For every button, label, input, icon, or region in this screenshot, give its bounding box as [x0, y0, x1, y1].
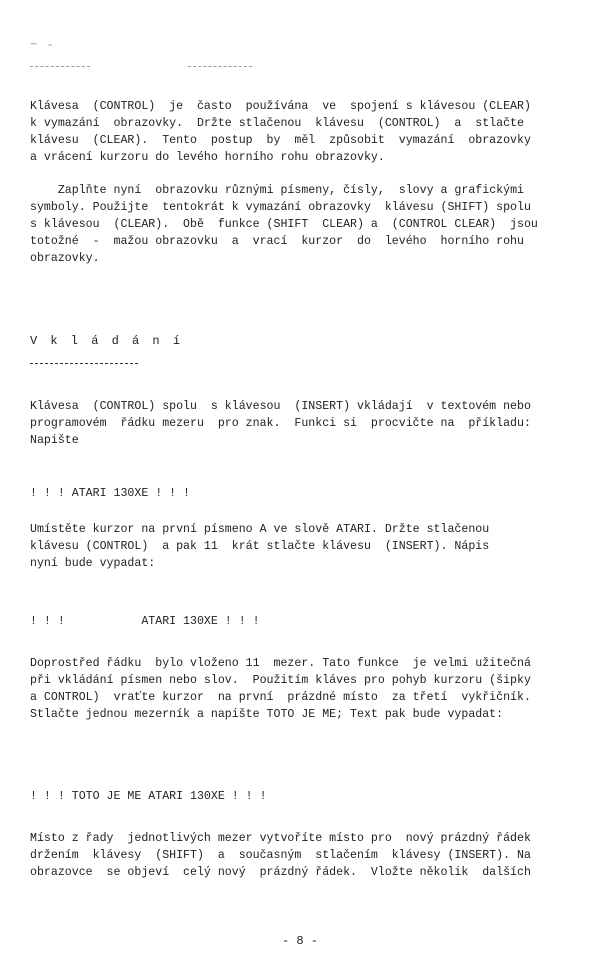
example-line-1: ! ! ! ATARI 130XE ! ! ! [30, 487, 191, 500]
example-line-2: ! ! ! ATARI 130XE ! ! ! [30, 615, 260, 628]
paragraph-shift-clear: Zaplňte nyní obrazovku různými písmeny, čísly, slovy a grafickými symboly. Použijte tentokrát k vymazání obrazovky klávesu (SHIFT) spolu s klávesou (CLEAR). Obě funkce (SHIFT CLEAR) a (CONTROL CLEAR) jsou totožné - mažou obrazovku a vrací kurzor do levého horního rohu obrazovky. [30, 184, 538, 265]
example-line-3: ! ! ! TOTO JE ME ATARI 130XE ! ! ! [30, 790, 267, 803]
heading-underline [30, 363, 138, 364]
paragraph-inserted-spaces: Doprostřed řádku bylo vloženo 11 mezer. Tato funkce je velmi užitečná při vkládání písmen nebo slov. Použitím kláves pro pohyb kurzoru (šipky a CONTROL) vraťte kurzor na první prázdné místo za třetí vykřičník. Stlačte jednou mezerník a napište TOTO JE ME; Text pak bude vypadat: [30, 657, 531, 721]
page-number: - 8 - [281, 934, 318, 948]
header-rule-right [188, 66, 252, 67]
paragraph-insert-intro: Klávesa (CONTROL) spolu s klávesou (INSERT) vkládají v textovém nebo programovém řádku mezeru pro znak. Funkci si procvičte na příkladu: Napište [30, 400, 531, 447]
section-heading: V k l á d á n í [30, 334, 184, 348]
header-rule-left [30, 66, 90, 67]
corner-mark: ~ - [30, 38, 55, 52]
paragraph-clear-screen: Klávesa (CONTROL) je často používána ve spojení s klávesou (CLEAR) k vymazání obrazovky. Držte stlačenou klávesu (CONTROL) a stlačte klávesu (CLEAR). Tento postup by měl způsobit vymazání obrazovky a vrácení kurzoru do levého horního rohu obrazovky. [30, 100, 531, 164]
paragraph-new-line: Místo z řady jednotlivých mezer vytvoříte místo pro nový prázdný řádek držením klávesy (SHIFT) a současným stlačením klávesy (INSERT). Na obrazovce se objeví celý nový prázdný řádek. Vložte několik dalších [30, 832, 531, 879]
paragraph-cursor-instructions: Umístěte kurzor na první písmeno A ve slově ATARI. Držte stlačenou klávesu (CONTROL) a pak 11 krát stlačte klávesu (INSERT). Nápis nyní bude vypadat: [30, 523, 490, 570]
